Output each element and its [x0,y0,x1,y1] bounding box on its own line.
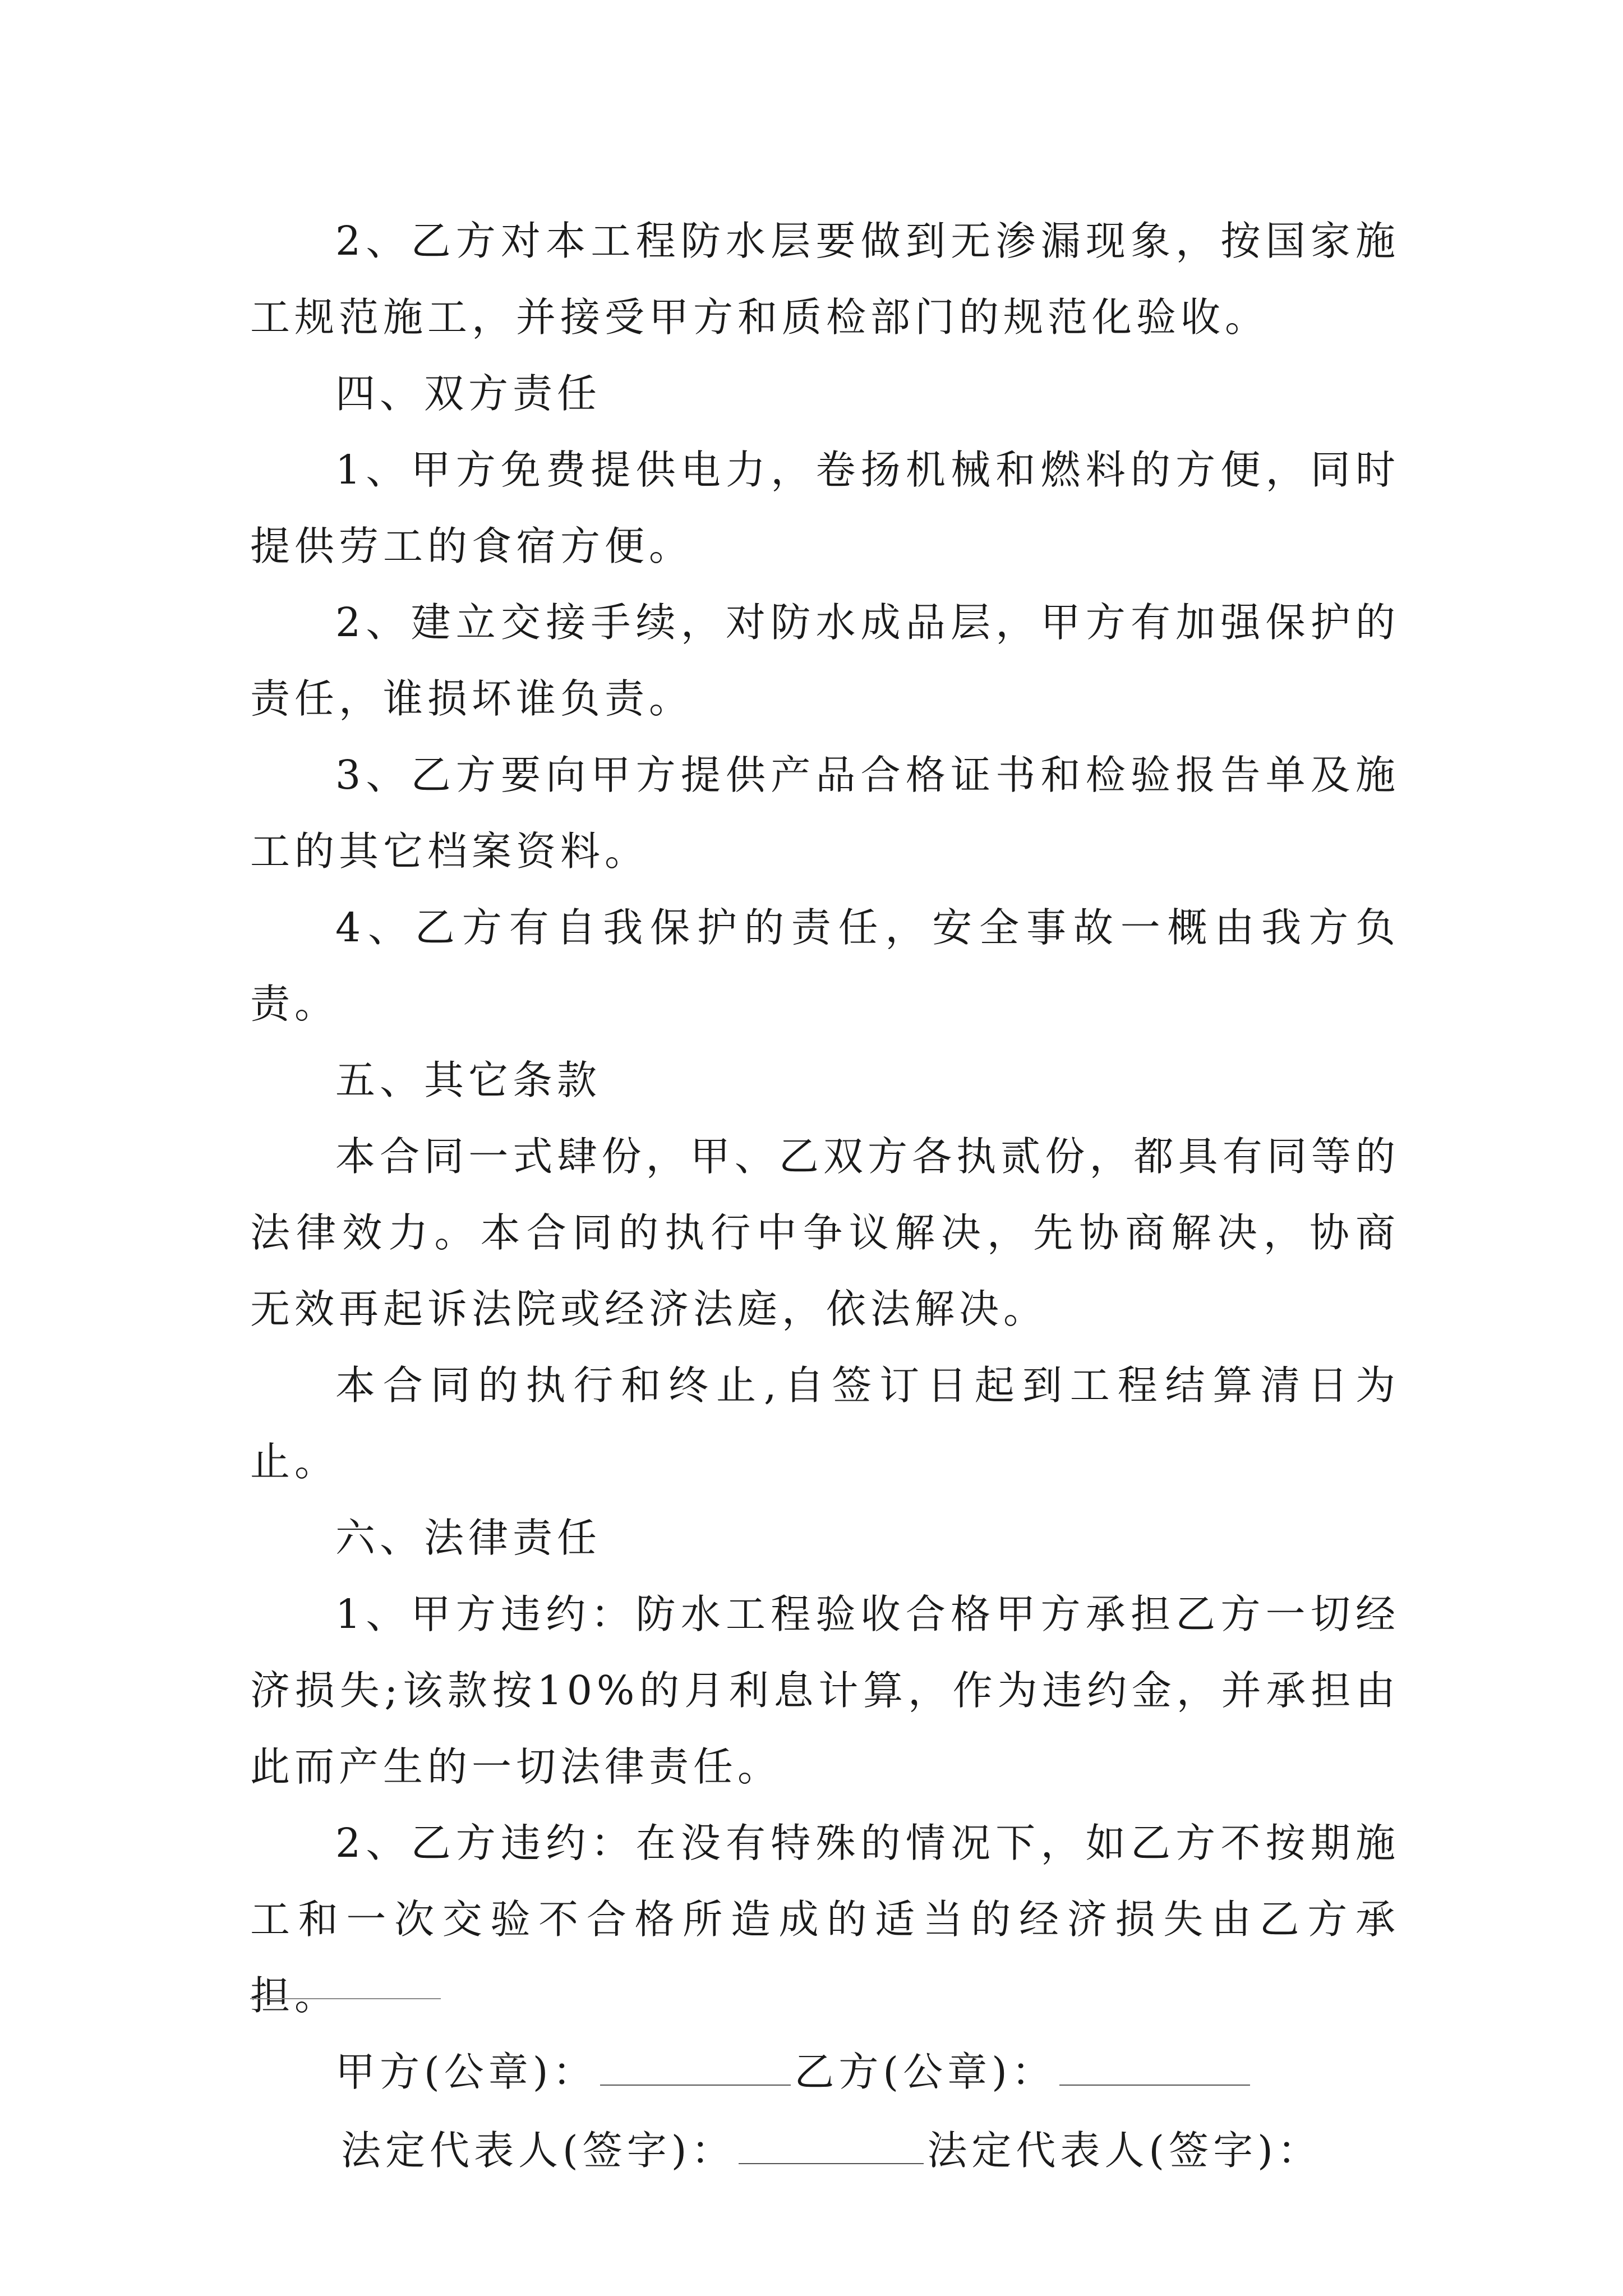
clause-4-3: 3、乙方要向甲方提供产品合格证书和检验报告单及施工的其它档案资料。 [250,752,1400,875]
contract-body [250,203,1400,2189]
seal-row [250,2034,1400,2110]
party-a-seal-blank [600,2051,791,2086]
legal-rep-row [250,2113,1400,2189]
clause-6-2: 2、乙方违约：在没有特殊的情况下，如乙方不按期施工和一次交验不合格所造成的适当的经济损失由乙方承担。 [250,1820,1400,2019]
clause-3-2: 2、乙方对本工程防水层要做到无渗漏现象，按国家施工规范施工，并接受甲方和质检部门的规范化验收。 [250,218,1400,341]
legal-rep-a-label: 法定代表人(签字)： [341,2127,736,2174]
clause-4-4: 4、乙方有自我保护的责任，安全事故一概由我方负责。 [250,904,1400,1027]
legal-rep-b-label: 法定代表人(签字)： [927,2127,1322,2174]
section-heading-other-terms: 五、其它条款 [335,1057,602,1103]
clause-6-1: 1、甲方违约：防水工程验收合格甲方承担乙方一切经济损失;该款按10%的月利息计算，作为违约金，并承担由此而产生的一切法律责任。 [250,1591,1400,1790]
footnote-separator [250,1998,441,1999]
party-b-seal-label: 乙方(公章)： [794,2049,1056,2095]
legal-rep-a-blank [739,2129,924,2164]
clause-4-2: 2、建立交接手续，对防水成品层，甲方有加强保护的责任，谁损坏谁负责。 [250,599,1400,722]
party-a-seal-label: 甲方(公章)： [335,2049,597,2095]
section-heading-responsibilities: 四、双方责任 [335,370,602,417]
party-b-seal-blank [1059,2051,1250,2086]
clause-5-1: 本合同一式肆份，甲、乙双方各执贰份，都具有同等的法律效力。本合同的执行中争议解决，先协商解决，协商无效再起诉法院或经济法庭，依法解决。 [250,1133,1400,1332]
section-heading-legal-liability: 六、法律责任 [335,1515,602,1561]
clause-5-2: 本合同的执行和终止,自签订日起到工程结算清日为止。 [250,1362,1400,1485]
clause-4-1: 1、甲方免费提供电力，卷扬机械和燃料的方便，同时提供劳工的食宿方便。 [250,447,1400,569]
